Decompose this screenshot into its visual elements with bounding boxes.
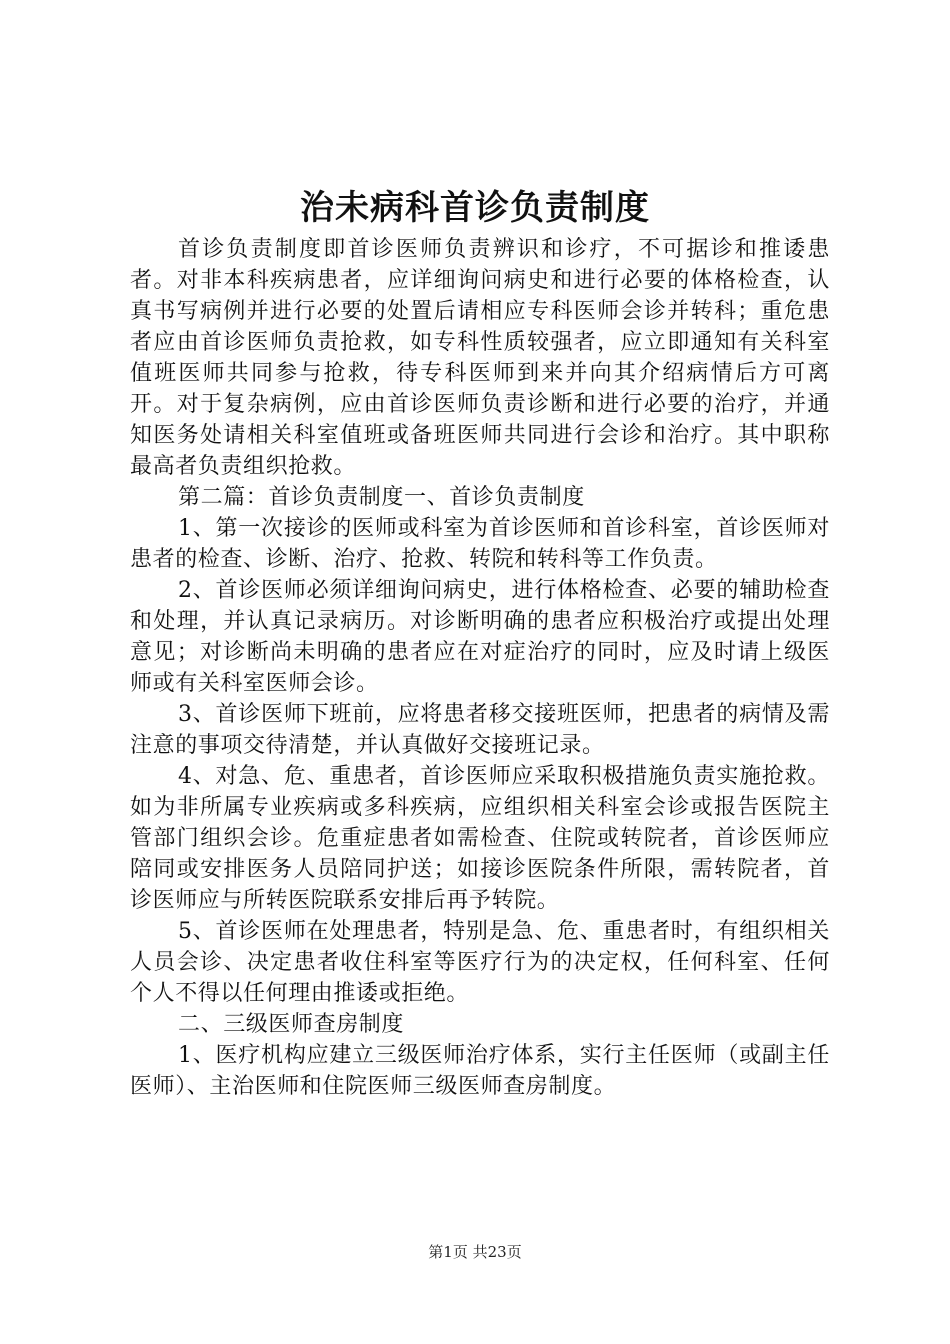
- paragraph-section-heading: 第二篇：首诊负责制度一、首诊负责制度: [178, 485, 585, 510]
- paragraph-subitem-1: 1、医疗机构应建立三级医师治疗体系，实行主任医师（或副主任医师）、主治医师和住院医师三级医师查房制度。: [130, 1043, 830, 1099]
- document-body: [130, 234, 830, 1102]
- paragraph-item-4: 4、对急、危、重患者，首诊医师应采取积极措施负责实施抢救。如为非所属专业疾病或多科疾病，应组织相关科室会诊或报告医院主管部门组织会诊。危重症患者如需检查、住院或转院者，首诊医师应陪同或安排医务人员陪同护送；如接诊医院条件所限，需转院者，首诊医师应与所转医院联系安排后再予转院。: [130, 764, 830, 913]
- paragraph-subheading: 二、三级医师查房制度: [178, 1012, 405, 1037]
- paragraph-intro: 首诊负责制度即首诊医师负责辨识和诊疗，不可据诊和推诿患者。对非本科疾病患者，应详细询问病史和进行必要的体格检查，认真书写病例并进行必要的处置后请相应专科医师会诊并转科；重危患者应由首诊医师负责抢救，如专科性质较强者，应立即通知有关科室值班医师共同参与抢救，待专科医师到来并向其介绍病情后方可离开。对于复杂病例，应由首诊医师负责诊断和进行必要的治疗，并通知医务处请相关科室值班或备班医师共同进行会诊和治疗。其中职称最高者负责组织抢救。: [130, 237, 830, 479]
- page-footer: 第1页 共23页: [428, 1243, 522, 1261]
- paragraph-item-3: 3、首诊医师下班前，应将患者移交接班医师，把患者的病情及需注意的事项交待清楚，并认真做好交接班记录。: [130, 702, 830, 758]
- page-title: 治未病科首诊负责制度: [300, 188, 650, 228]
- paragraph-item-2: 2、首诊医师必须详细询问病史，进行体格检查、必要的辅助检查和处理，并认真记录病历。对诊断明确的患者应积极治疗或提出处理意见；对诊断尚未明确的患者应在对症治疗的同时，应及时请上级医师或有关科室医师会诊。: [130, 578, 830, 696]
- paragraph-item-1: 1、第一次接诊的医师或科室为首诊医师和首诊科室，首诊医师对患者的检查、诊断、治疗、抢救、转院和转科等工作负责。: [130, 516, 830, 572]
- paragraph-item-5: 5、首诊医师在处理患者，特别是急、危、重患者时，有组织相关人员会诊、决定患者收住科室等医疗行为的决定权，任何科室、任何个人不得以任何理由推诿或拒绝。: [130, 919, 830, 1006]
